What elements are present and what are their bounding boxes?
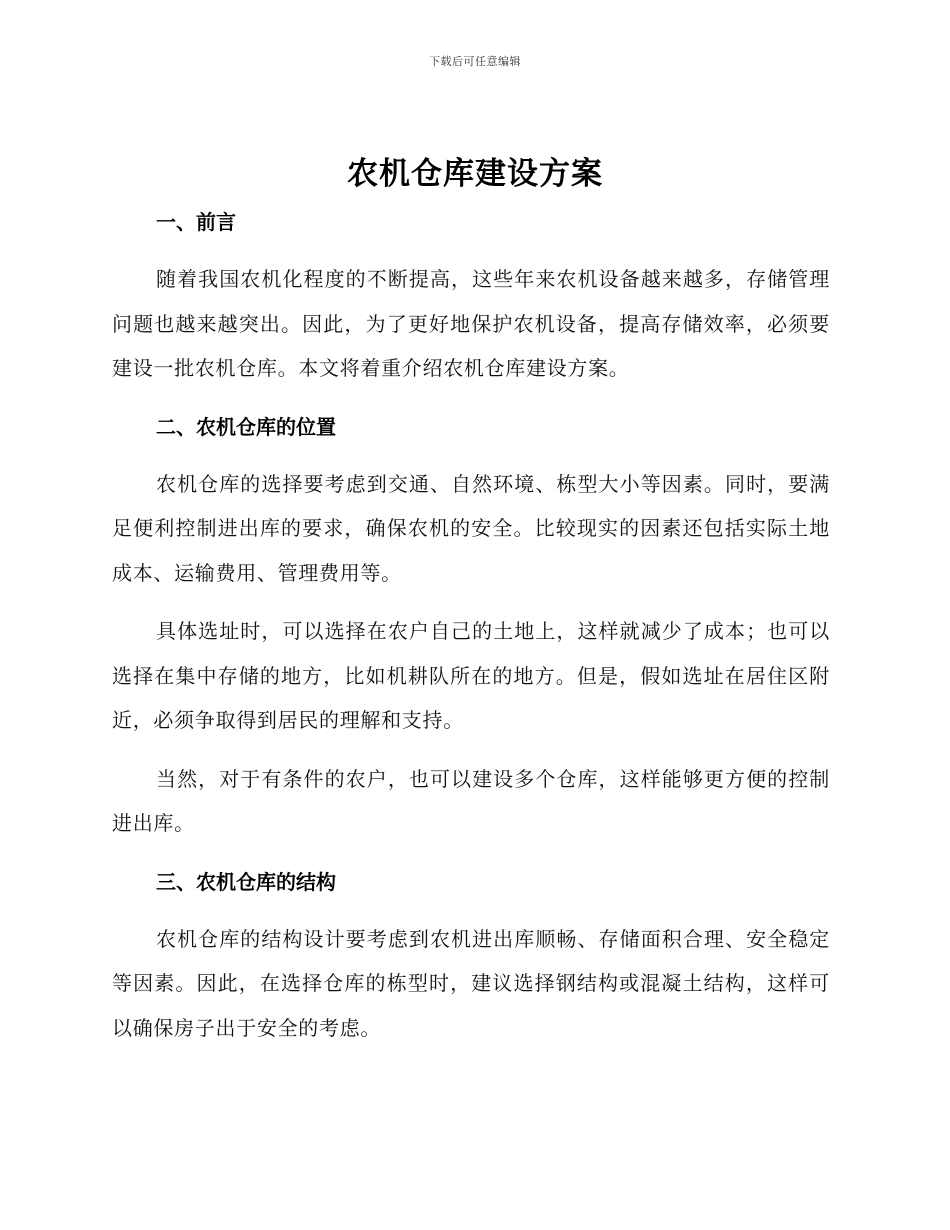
paragraph: 随着我国农机化程度的不断提高，这些年来农机设备越来越多，存储管理问题也越来越突出。因此，为了更好地保护农机设备，提高存储效率，必须要建设一批农机仓库。本文将着重介绍农机仓库建设方案。 [112,267,830,380]
document-body [112,200,830,1050]
paragraph: 农机仓库的结构设计要考虑到农机进出库顺畅、存储面积合理、安全稳定等因素。因此，在选择仓库的栋型时，建议选择钢结构或混凝土结构，这样可以确保房子出于安全的考虑。 [112,926,830,1040]
paragraph: 当然，对于有条件的农户，也可以建设多个仓库，这样能够更方便的控制进出库。 [112,766,830,835]
section-heading-structure: 三、农机仓库的结构 [156,869,336,894]
section-heading-preface: 一、前言 [156,210,236,234]
paragraph: 具体选址时，可以选择在农户自己的土地上，这样就减少了成本；也可以选择在集中存储的地方，比如机耕队所在的地方。但是，假如选址在居住区附近，必须争取得到居民的理解和支持。 [112,619,830,732]
header-note: 下载后可任意编辑 [429,55,521,68]
paragraph: 农机仓库的选择要考虑到交通、自然环境、栋型大小等因素。同时，要满足便利控制进出库的要求，确保农机的安全。比较现实的因素还包括实际土地成本、运输费用、管理费用等。 [112,471,830,585]
document-title: 农机仓库建设方案 [347,156,603,192]
section-heading-location: 二、农机仓库的位置 [156,414,336,439]
